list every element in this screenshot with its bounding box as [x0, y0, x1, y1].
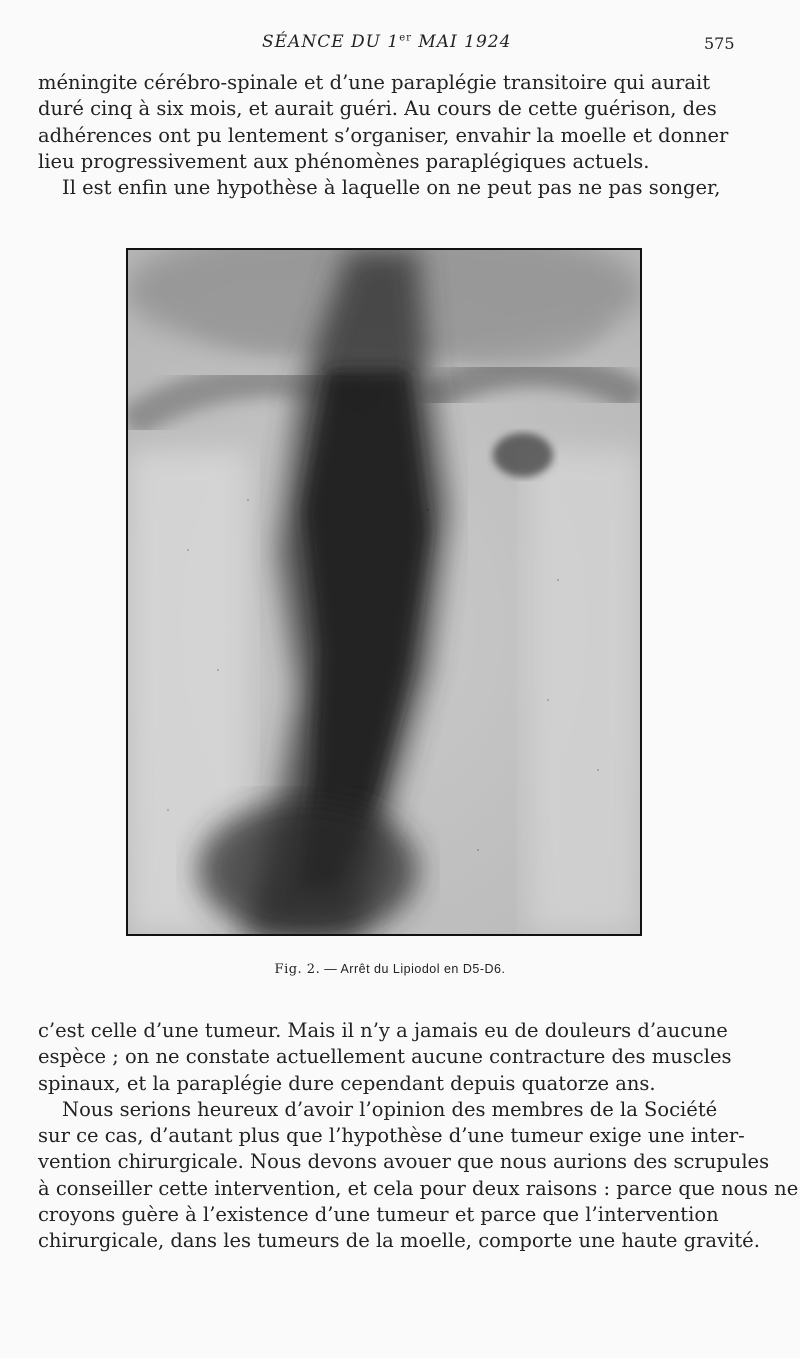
- text-line: Nous serions heureux d’avoir l’opinion des membres de la Société: [62, 1097, 718, 1121]
- text-line: adhérences ont pu lentement s’organiser, envahir la moelle et donner: [38, 123, 729, 147]
- text-line: lieu progressivement aux phénomènes paraplégiques actuels.: [38, 149, 650, 173]
- text-line: chirurgicale, dans les tumeurs de la moelle, comporte une haute gravité.: [38, 1229, 760, 1253]
- text-line: c’est celle d’une tumeur. Mais il n’y a jamais eu de douleurs d’aucune: [38, 1019, 728, 1042]
- text-line: à conseiller cette intervention, et cela pour deux raisons : parce que nous ne: [38, 1176, 799, 1200]
- paragraph-top: [38, 70, 766, 201]
- figure-caption-text: — Arrêt du Lipiodol en D5-D6.: [320, 962, 506, 976]
- text-line: sur ce cas, d’autant plus que l’hypothèse d’une tumeur exige une inter-: [38, 1124, 745, 1148]
- xray-image: [128, 250, 640, 934]
- paragraph-bottom: [38, 1018, 799, 1255]
- text-line: espèce ; on ne constate actuellement aucune contracture des muscles: [38, 1045, 732, 1069]
- xray-figure: [126, 248, 642, 936]
- figure-caption: [0, 962, 780, 977]
- text-line: méningite cérébro-spinale et d’une paraplégie transitoire qui aurait: [38, 71, 711, 94]
- figure-label: Fig. 2.: [274, 962, 321, 977]
- page-header: [0, 32, 800, 58]
- text-line: vention chirurgicale. Nous devons avouer que nous aurions des scrupules: [38, 1150, 770, 1174]
- page-number: 575: [704, 34, 735, 53]
- text-line: Il est enfin une hypothèse à laquelle on ne peut pas ne pas songer,: [62, 176, 721, 200]
- running-title: SÉANCE DU 1er MAI 1924: [262, 32, 512, 52]
- text-line: duré cinq à six mois, et aurait guéri. Au cours de cette guérison, des: [38, 97, 717, 121]
- text-line: croyons guère à l’existence d’une tumeur et parce que l’intervention: [38, 1203, 719, 1227]
- text-line: spinaux, et la paraplégie dure cependant depuis quatorze ans.: [38, 1071, 656, 1095]
